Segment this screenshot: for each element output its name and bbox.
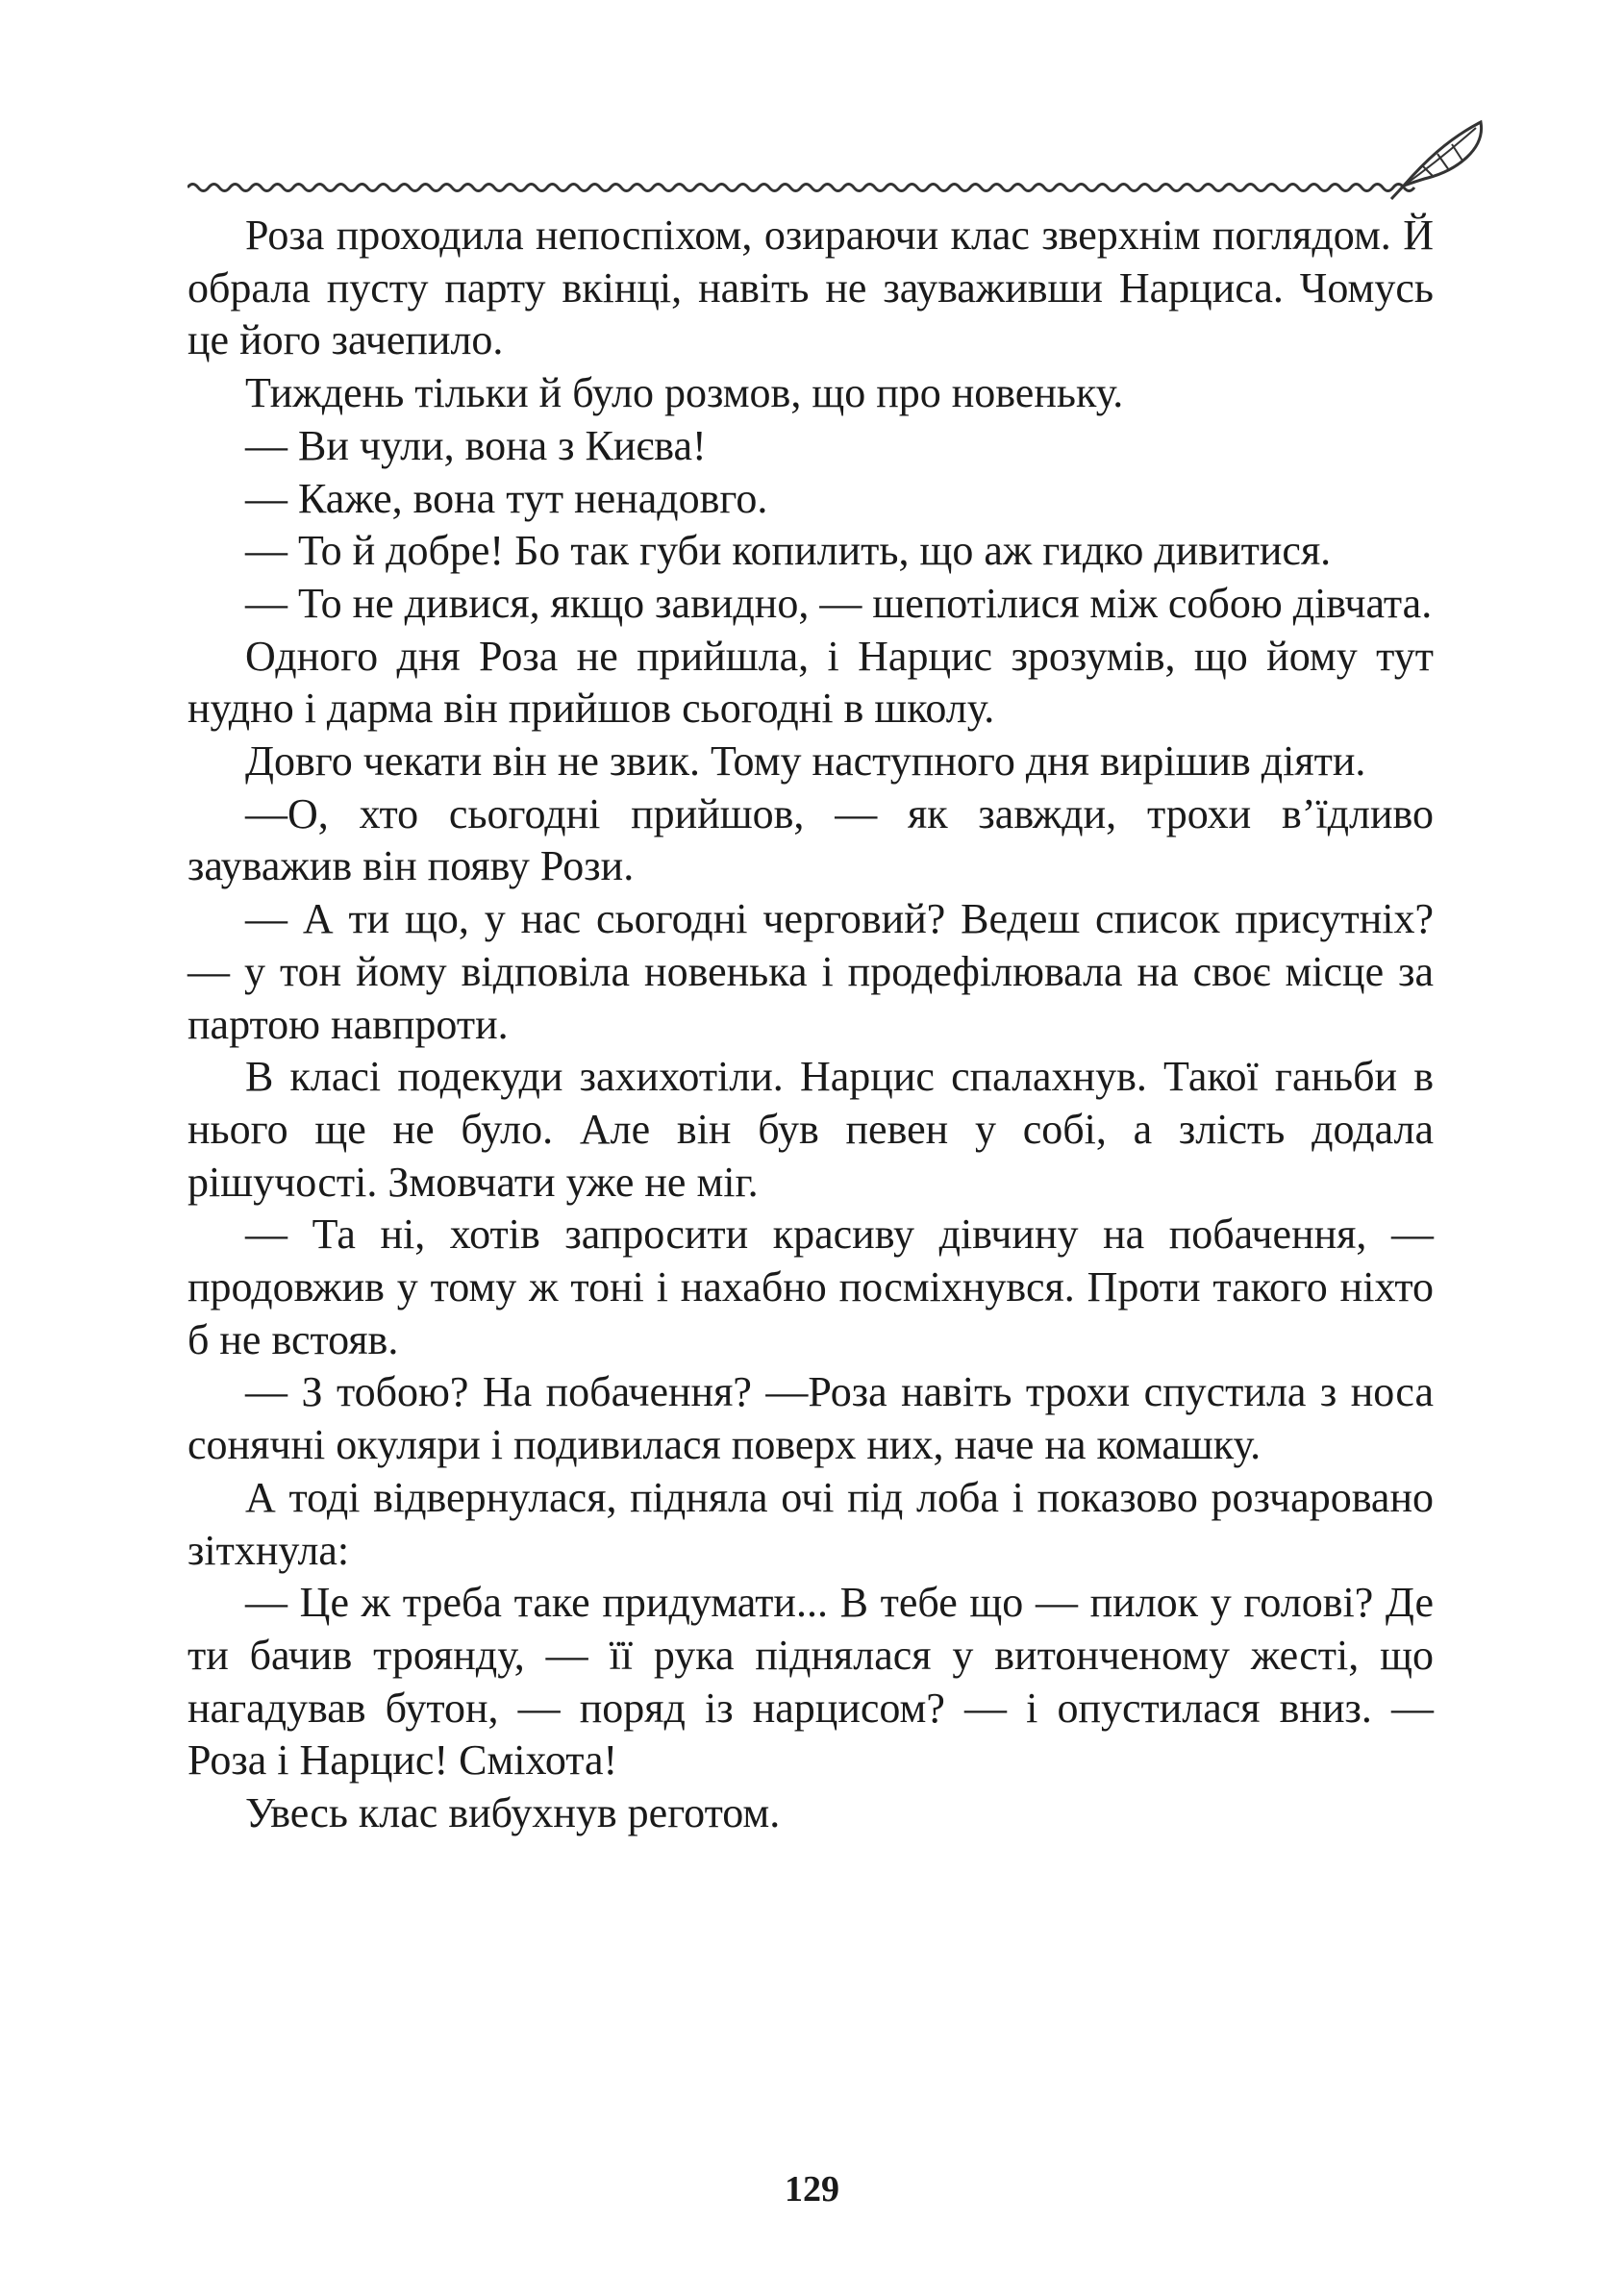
paragraph: Тиждень тільки й було розмов, що про новеньку. bbox=[245, 369, 1124, 417]
paragraph: Довго чекати він не звик. Тому наступного дня вирішив діяти. bbox=[245, 737, 1366, 786]
paragraph: —О, хто сьогодні прийшов, — як завжди, трохи в’їдливо зауважив він появу Рози. bbox=[187, 789, 1434, 890]
page-number: 129 bbox=[785, 2169, 839, 2210]
paragraph: — То не дивися, якщо завидно, — шепотілися між собою дівчата. bbox=[245, 579, 1433, 627]
paragraph: А тоді відвернулася, підняла очі під лоба і показово розчаровано зітхнула: bbox=[187, 1473, 1434, 1574]
paragraph: — То й добре! Бо так губи копилить, що аж гидко дивитися. bbox=[245, 527, 1332, 575]
paragraph: — Ви чули, вона з Києва! bbox=[245, 421, 707, 469]
paragraph: — Та ні, хотів запросити красиву дівчину на побачення, — продовжив у тому ж тоні і нахабно посміхнувся. Проти такого ніхто б не встояв. bbox=[187, 1211, 1434, 1363]
paragraph: — А ти що, у нас сьогодні черговий? Ведеш список присутніх? — у тон йому відповіла новенька і продефілювала на своє місце за партою навпроти. bbox=[187, 895, 1434, 1048]
paragraph: — Каже, вона тут ненадовго. bbox=[245, 474, 768, 522]
header-ornament bbox=[187, 111, 1495, 207]
paragraph: — Це ж треба таке придумати... В тебе що — пилок у голові? Де ти бачив троянду, — її рука піднялася у витонченому жесті, що нагадував бутон, — поряд із нарцисом? — і опустилася вниз. — Роза і Нарцис! Сміхота! bbox=[187, 1579, 1434, 1785]
paragraph: Одного дня Роза не прийшла, і Нарцис зрозумів, що йому тут нудно і дарма він прийшов сьогодні в школу. bbox=[187, 632, 1434, 733]
paragraph: — З тобою? На побачення? —Роза навіть трохи спустила з носа сонячні окуляри і подивилася поверх них, наче на комашку. bbox=[187, 1368, 1434, 1469]
paragraph: В класі подекуди захихотіли. Нарцис спалахнув. Такої ганьби в нього ще не було. Але він був певен у собі, а злість додала рішучості. Змовчати уже не міг. bbox=[187, 1053, 1434, 1206]
paragraph: Увесь клас вибухнув реготом. bbox=[245, 1789, 781, 1837]
main-text bbox=[187, 210, 1434, 1840]
paragraph: Роза проходила непоспіхом, озираючи клас зверхнім поглядом. Й обрала пусту парту вкінці, навіть не зауваживши Нарциса. Чомусь це його зачепило. bbox=[187, 212, 1434, 364]
wavy-divider-line bbox=[187, 185, 1414, 191]
